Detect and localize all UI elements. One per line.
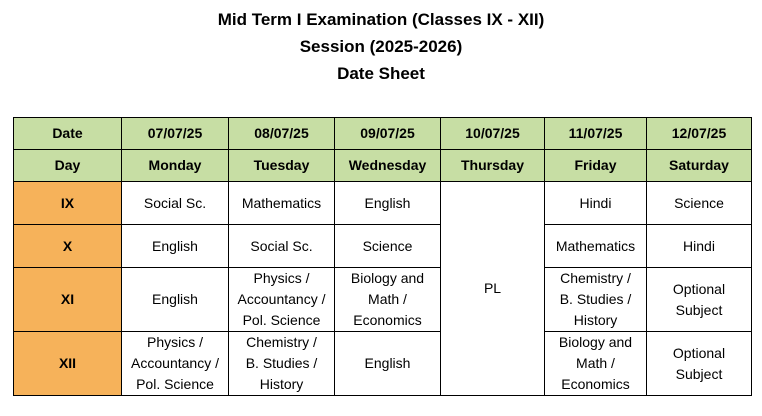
date-cell-monday: 07/07/25 bbox=[122, 118, 229, 150]
subject-line: Math / bbox=[368, 291, 407, 307]
subject-cell bbox=[647, 332, 752, 396]
class-label-cell: XII bbox=[14, 332, 122, 396]
subject-cell bbox=[647, 268, 752, 332]
subject-line: B. Studies / bbox=[559, 291, 632, 307]
subject-cell bbox=[229, 225, 335, 268]
class-label-cell: X bbox=[14, 225, 122, 268]
subject-line: Social Sc. bbox=[143, 194, 207, 211]
subject-cell bbox=[122, 225, 229, 268]
subject-line: Pol. Science bbox=[136, 376, 214, 392]
day-label-cell: Day bbox=[14, 150, 122, 182]
subject-cell bbox=[229, 332, 335, 396]
day-cell-wednesday: Wednesday bbox=[335, 150, 441, 182]
subject-line: Hindi bbox=[579, 194, 612, 211]
subject-line: Science bbox=[362, 237, 413, 254]
subject-line: Chemistry / bbox=[560, 270, 631, 286]
subject-line: English bbox=[152, 237, 198, 254]
class-row-ix bbox=[14, 182, 752, 225]
subject-line: Biology and bbox=[558, 334, 633, 350]
class-label-cell: XI bbox=[14, 268, 122, 332]
subject-cell bbox=[647, 225, 752, 268]
subject-line: Mathematics bbox=[555, 237, 636, 254]
subject-cell bbox=[122, 332, 229, 396]
subject-line: Physics / bbox=[253, 270, 310, 286]
session-subtitle: Session (2025-2026) bbox=[299, 37, 463, 56]
subject-line: Accountancy / bbox=[237, 291, 326, 307]
subject-line: Mathematics bbox=[241, 194, 322, 211]
subject-line: B. Studies / bbox=[245, 355, 318, 371]
subject-cell bbox=[229, 268, 335, 332]
subject-cell bbox=[545, 225, 647, 268]
subject-line: Biology and bbox=[350, 270, 425, 286]
class-row-xi bbox=[14, 268, 752, 332]
date-label-cell: Date bbox=[14, 118, 122, 150]
subject-line: Hindi bbox=[683, 237, 715, 254]
day-cell-friday: Friday bbox=[545, 150, 647, 182]
day-cell-tuesday: Tuesday bbox=[229, 150, 335, 182]
subject-line: English bbox=[152, 291, 198, 307]
subject-cell bbox=[122, 182, 229, 225]
subject-line: History bbox=[259, 376, 304, 392]
subject-line: Social Sc. bbox=[250, 237, 313, 254]
subject-cell bbox=[545, 182, 647, 225]
date-cell-saturday: 12/07/25 bbox=[647, 118, 752, 150]
subject-line: Accountancy / bbox=[131, 355, 219, 371]
day-cell-thursday: Thursday bbox=[441, 150, 545, 182]
subject-cell bbox=[647, 182, 752, 225]
subject-line: Subject bbox=[675, 301, 723, 318]
subject-cell bbox=[545, 332, 647, 396]
subject-cell bbox=[545, 268, 647, 332]
subject-cell bbox=[335, 225, 441, 268]
date-cell-thursday: 10/07/25 bbox=[441, 118, 545, 150]
subject-cell bbox=[229, 182, 335, 225]
subject-line: Optional bbox=[672, 280, 726, 297]
subject-cell bbox=[335, 182, 441, 225]
date-sheet-table bbox=[13, 117, 752, 396]
date-sheet-heading: Date Sheet bbox=[337, 64, 425, 83]
subject-line: Optional bbox=[672, 344, 726, 361]
subject-line: Subject bbox=[675, 365, 723, 382]
class-row-x bbox=[14, 225, 752, 268]
date-cell-friday: 11/07/25 bbox=[545, 118, 647, 150]
subject-line: Science bbox=[674, 194, 724, 211]
subject-line: Physics / bbox=[146, 334, 203, 350]
subject-cell bbox=[335, 332, 441, 396]
subject-cell bbox=[335, 268, 441, 332]
subject-line: Economics bbox=[561, 376, 630, 392]
date-cell-wednesday: 09/07/25 bbox=[335, 118, 441, 150]
date-row bbox=[14, 118, 752, 150]
class-label-cell: IX bbox=[14, 182, 122, 225]
date-cell-tuesday: 08/07/25 bbox=[229, 118, 335, 150]
class-row-xii bbox=[14, 332, 752, 396]
subject-line: Economics bbox=[353, 312, 422, 328]
subject-line: History bbox=[573, 312, 618, 328]
subject-line: English bbox=[364, 194, 411, 211]
subject-cell bbox=[122, 268, 229, 332]
day-row bbox=[14, 150, 752, 182]
subject-line: English bbox=[364, 355, 411, 371]
day-cell-saturday: Saturday bbox=[647, 150, 752, 182]
subject-line: Math / bbox=[576, 355, 615, 371]
preparatory-leave-cell: PL bbox=[441, 182, 545, 396]
day-cell-monday: Monday bbox=[122, 150, 229, 182]
subject-line: Pol. Science bbox=[242, 312, 321, 328]
subject-line: Chemistry / bbox=[246, 334, 317, 350]
page-title: Mid Term I Examination (Classes IX - XII) bbox=[217, 10, 545, 29]
